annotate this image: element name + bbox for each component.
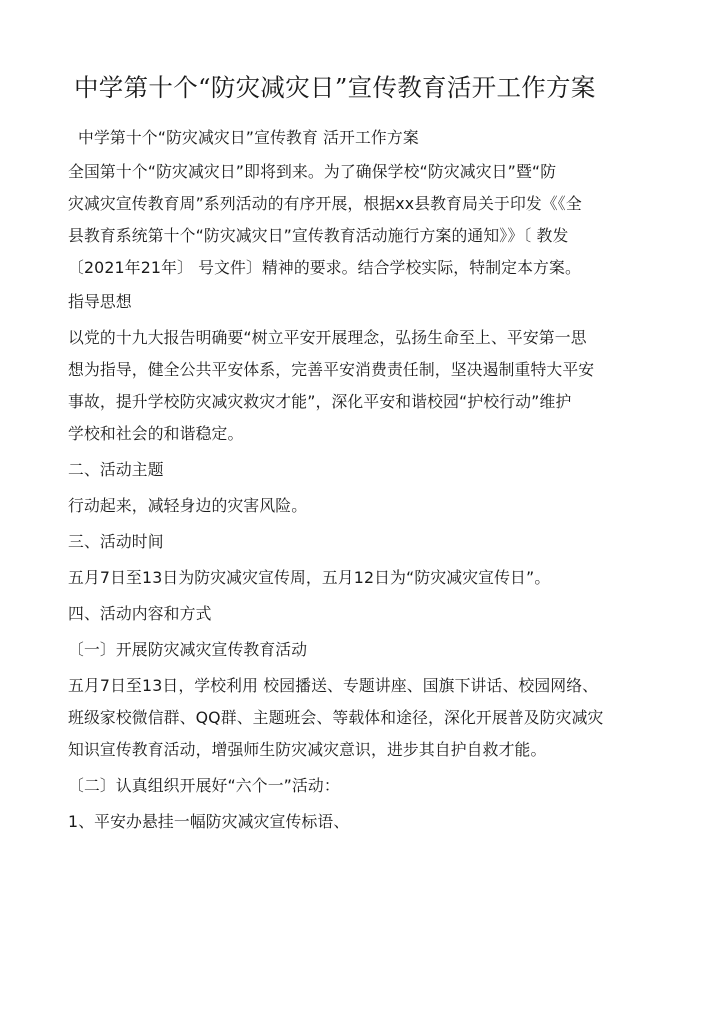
subsection-1-paragraph — [68, 670, 648, 766]
intro-line: 灾减灾宣传教育周”系列活动的有序开展，根据xx县教育局关于印发《《全 — [68, 194, 582, 213]
time-text: 五月7日至13日为防灾减灾宣传周，五月12日为“防灾减灾宣传日”。 — [68, 568, 551, 587]
section-heading-content: 四、活动内容和方式 — [68, 604, 212, 623]
subsection-heading-2: 〔二〕认真组织开展好“六个一”活动： — [68, 776, 340, 795]
guiding-thought-line: 想为指导，健全公共平安体系，完善平安消费责任制，坚决遏制重特大平安 — [68, 360, 595, 379]
list-item-1: 1、平安办悬挂一幅防灾减灾宣传标语、 — [68, 812, 350, 831]
guiding-thought-line: 事故，提升学校防灾减灾救灾才能”，深化平安和谐校园“护校行动”维护 — [68, 392, 572, 411]
subsection-heading-1: 〔一〕开展防灾减灾宣传教育活动 — [68, 640, 308, 659]
document-body — [68, 122, 648, 838]
section-heading-time: 三、活动时间 — [68, 532, 164, 551]
theme-text: 行动起来，减轻身边的灾害风险。 — [68, 496, 308, 515]
intro-line: 〔2021年21年〕 号文件〕精神的要求。结合学校实际，特制定本方案。 — [68, 258, 581, 277]
subsection-1-line: 知识宣传教育活动，增强师生防灾减灾意识，进步其自护自救才能。 — [68, 740, 547, 759]
section-heading-theme: 二、活动主题 — [68, 460, 164, 479]
section-heading-guiding-thought: 指导思想 — [68, 292, 132, 311]
guiding-thought-line: 学校和社会的和谐稳定。 — [68, 424, 244, 443]
intro-line: 县教育系统第十个“防灾减灾日”宣传教育活动施行方案的通知》》〔 教发 — [68, 226, 569, 245]
intro-line: 全国第十个“防灾减灾日”即将到来。为了确保学校“防灾减灾日”暨“防 — [68, 162, 557, 181]
subsection-1-line: 班级家校微信群、QQ群、主题班会、等载体和途径，深化开展普及防灾减灾 — [68, 708, 604, 727]
intro-paragraph — [68, 156, 648, 284]
guiding-thought-paragraph — [68, 322, 648, 450]
subsection-1-line: 五月7日至13日，学校利用 校园播送、专题讲座、国旗下讲话、校园网络、 — [68, 676, 599, 695]
document-subtitle: 中学第十个“防灾减灾日”宣传教育 活开工作方案 — [78, 128, 419, 147]
document-title: 中学第十个“防灾减灾日”宣传教育活开工作方案 — [74, 73, 596, 102]
guiding-thought-line: 以党的十九大报告明确要“树立平安开展理念，弘扬生命至上、平安第一思 — [68, 328, 587, 347]
